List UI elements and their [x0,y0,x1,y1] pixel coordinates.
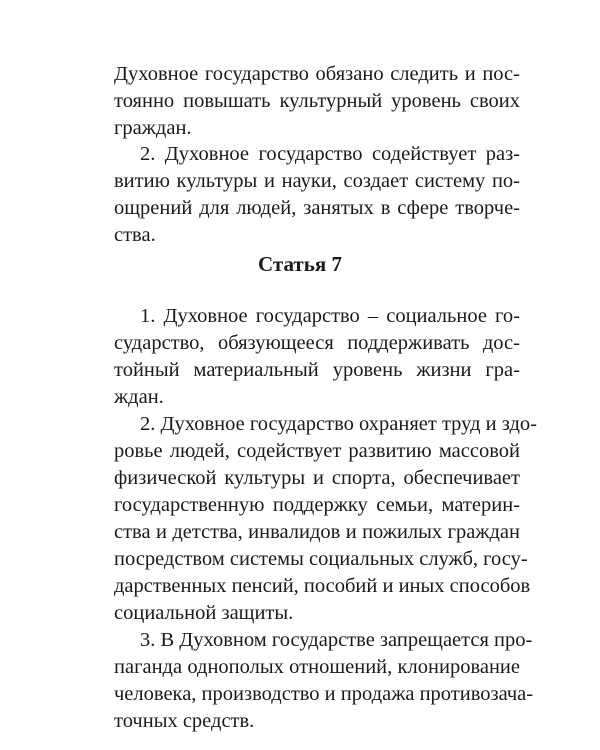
text-line: паганда однополых отношений, клонирование [114,656,520,678]
text-line: ждан. [114,386,164,408]
text-line: 2. Духовное государство содействует раз- [140,143,520,165]
text-line: витию культуры и науки, создает систему по- [114,170,520,192]
text-line: ства. [114,224,156,246]
text-line: социальной защиты. [114,602,294,624]
text-line: сударство, обязующееся поддерживать дос- [114,332,520,354]
text-line: тоянно повышать культурный уровень своих [114,90,520,112]
text-line: 3. В Духовном государстве запрещается про- [140,629,533,651]
article-heading: Статья 7 [258,252,342,276]
text-line: 2. Духовное государство охраняет труд и здо- [140,413,537,435]
text-line: 1. Духовное государство – социальное го- [140,305,520,327]
text-line: Духовное государство обязано следить и пос- [114,63,520,85]
text-line: государственную поддержку семьи, материн- [114,494,520,516]
text-line: точных средств. [114,710,255,732]
text-line: человека, производство и продажа противозача- [114,683,534,705]
text-line: ровье людей, содействует развитию массовой [114,440,520,462]
text-line: дарственных пенсий, пособий и иных способов [114,575,531,597]
text-line: физической культуры и спорта, обеспечивает [114,467,520,489]
text-line: ства и детства, инвалидов и пожилых граждан [114,521,520,543]
text-line: тойный материальный уровень жизни гра- [114,359,520,381]
text-line: ощрений для людей, занятых в сфере творче- [114,197,520,219]
text-line: посредством системы социальных служб, госу- [114,548,528,570]
text-line: граждан. [114,117,192,139]
